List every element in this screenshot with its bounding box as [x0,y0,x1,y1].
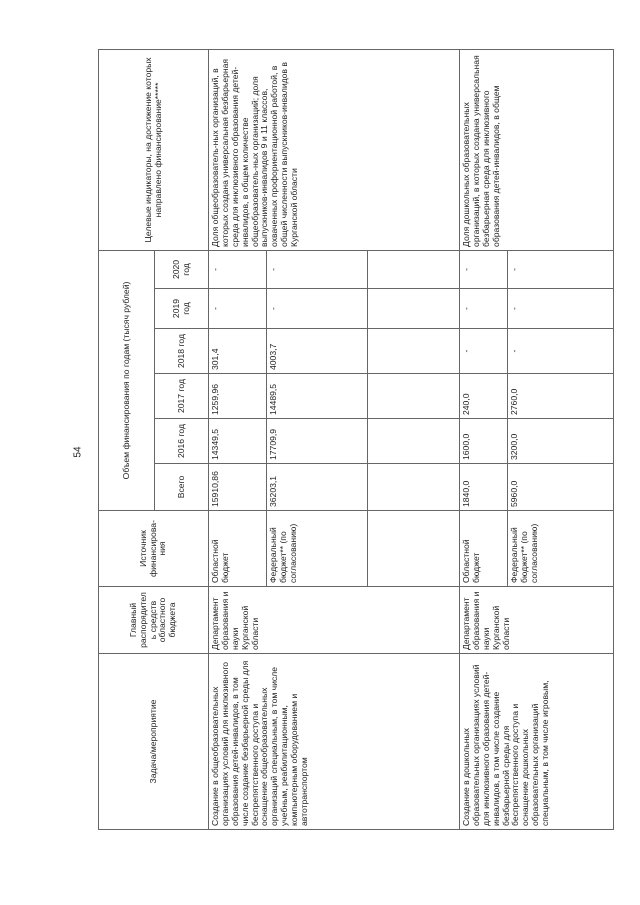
y2016-cell: 1600,0 [460,419,508,464]
y2018-cell: - [460,329,508,374]
y2019-cell: - [460,289,508,329]
empty-cell [368,374,460,419]
empty-cell [368,250,460,288]
y2018-cell: 4003,7 [267,329,368,374]
header-funding: Объем финансирования по годам (тысяч рублей) [99,250,155,510]
header-total: Всего [155,464,209,511]
page-number: 54 [72,446,84,458]
funding-table [98,49,614,830]
y2017-cell: 1259,96 [209,374,267,419]
y2020-cell: - [267,250,368,288]
total-cell: 36203,1 [267,464,368,511]
source-cell: Областной бюджет [209,511,267,587]
header-row-1 [99,49,155,829]
y2019-cell: - [209,289,267,329]
table-row [460,49,508,829]
empty-cell [368,329,460,374]
header-2016: 2016 год [155,419,209,464]
total-cell: 1840,0 [460,464,508,511]
empty-cell [368,419,460,464]
manager-cell: Департамент образования и науки Курганской области [460,587,614,654]
header-source: Источник финансирова-ния [99,511,209,587]
header-manager: Главный распорядитель средств областного бюджета [99,587,209,654]
rotated-table-wrapper [98,50,613,830]
header-task: Задача/мероприятие [99,654,209,830]
task-cell: Создание в дошкольных образовательных организациях условий для инклюзивного образования детей-инвалидов, в том числе создание безбарьерной среды для беспрепятственного доступа и оснащение дошкольных образовательных организаций специальным, в том числе игровым, [460,654,614,830]
empty-cell [368,511,460,587]
header-2018: 2018 год [155,329,209,374]
header-2020: 2020 год [155,250,209,288]
target-cell: Доля общеобразователь-ных организаций, в которых создана универсальная безбарьерная среда для инклюзивного образования детей-инвалидов, в общем количестве общеобразователь-ных организаций; доля выпускников-инвалидов 9 и 11 классов, охваченных профориентационной работой, в общей численности выпускников-инвалидов в Курганской области [209,49,460,250]
y2016-cell: 17709,9 [267,419,368,464]
total-cell: 5960,0 [508,464,614,511]
y2020-cell: - [209,250,267,288]
empty-cell [368,289,460,329]
y2019-cell: - [508,289,614,329]
y2020-cell: - [460,250,508,288]
source-cell: Областной бюджет [460,511,508,587]
y2016-cell: 14349,5 [209,419,267,464]
header-2019: 2019 год [155,289,209,329]
y2020-cell: - [508,250,614,288]
y2017-cell: 240,0 [460,374,508,419]
source-cell: Федеральный бюджет** (по согласованию) [267,511,368,587]
source-cell: Федеральный бюджет** (по согласованию) [508,511,614,587]
manager-cell: Департамент образования и науки Курганской области [209,587,460,654]
y2016-cell: 3200,0 [508,419,614,464]
header-2017: 2017 год [155,374,209,419]
task-cell: Создание в общеобразовательных организациях условий для инклюзивного образования детей-инвалидов, в том числе создание безбарьерной среды для беспрепятственного доступа и оснащение общеобразовательных организаций специальным, в том числе учебным, реабилитационным, компьютерным оборудованием и автотранспортом [209,654,460,830]
empty-cell [368,464,460,511]
y2018-cell: - [508,329,614,374]
y2018-cell: 301,4 [209,329,267,374]
y2017-cell: 14489,5 [267,374,368,419]
y2017-cell: 2760,0 [508,374,614,419]
table-row [209,49,267,829]
y2019-cell: - [267,289,368,329]
total-cell: 15910,86 [209,464,267,511]
target-cell: Доля дошкольных образовательных организаций, в которых создана универсальная безбарьерная среда для инклюзивного образования детей-инвалидов, в общем [460,49,614,250]
header-target: Целевые индикаторы, на достижение которых направлено финансирование***** [99,49,209,250]
